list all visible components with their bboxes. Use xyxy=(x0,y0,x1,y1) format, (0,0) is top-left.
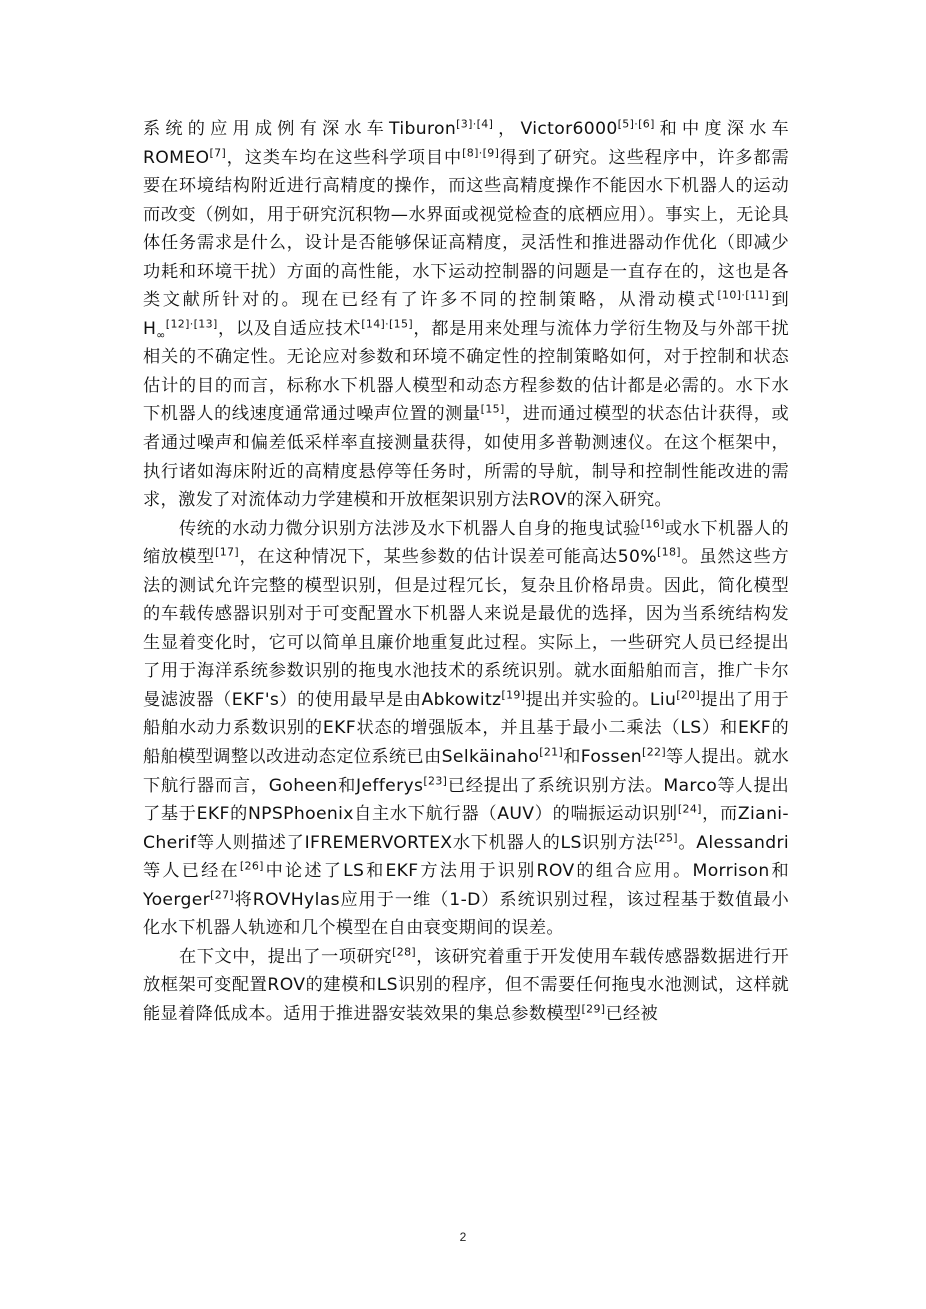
citation-marker: [24] xyxy=(677,802,702,816)
citation-marker: [22] xyxy=(642,745,667,759)
citation-marker: [17] xyxy=(215,545,240,559)
citation-marker: [15] xyxy=(480,402,505,416)
citation-marker: [3]·[4] xyxy=(456,117,494,131)
citation-marker: [21] xyxy=(539,745,564,759)
page-number: 2 xyxy=(459,1230,467,1244)
citation-marker: [28] xyxy=(392,945,417,959)
citation-marker: [20] xyxy=(676,688,701,702)
citation-marker: [19] xyxy=(501,688,526,702)
citation-marker: [29] xyxy=(581,1002,606,1016)
citation-marker: [27] xyxy=(210,888,235,902)
infinity-subscript: ∞ xyxy=(156,328,166,342)
citation-marker: [23] xyxy=(423,773,448,787)
citation-marker: [16] xyxy=(640,516,665,530)
paragraph-1: 系统的应用成例有深水车Tiburon[3]·[4]，Victor6000[5]·[6]和中度深水车ROMEO[7]，这类车均在这些科学项目中[8]·[9]得到了研究。这些程序中，许多都需要在环境结构附近进行高精度的操作，而这些高精度操作不能因水下机器人的运动而改变（例如，用于研究沉积物—水界面或视觉检查的底栖应用）。事实上，无论具体任务需求是什么，设计是否能够保证高精度，灵活性和推进器动作优化（即减少功耗和环境干扰）方面的高性能，水下运动控制器的问题是一直存在的，这也是各类文献所针对的。现在已经有了许多不同的控制策略，从滑动模式[10]·[11]到$H_\infty[12]\cdot[13]$，以及自适应技术[14]·[15]，都是用来处理与流体力学衍生物及与外部干扰相关的不确定性。无论应对参数和环境不确定性的控制策略如何，对于控制和状态估计的目的而言，标称水下机器人模型和动态方程参数的估计都是必需的。水下水下机器人的线速度通常通过噪声位置的测量[15]，进而通过模型的状态估计获得，或者通过噪声和偏差低采样率直接测量获得，如使用多普勒测速仪。在这个框架中，执行诸如海床附近的高精度悬停等任务时，所需的导航，制导和控制性能改进的需求，激发了对流体动力学建模和开放框架识别方法ROV的深入研究。 xyxy=(143,117,790,511)
citation-marker: [10]·[11] xyxy=(717,288,770,302)
citation-marker: [14]·[15] xyxy=(361,317,414,331)
body-text xyxy=(143,115,789,1029)
citation-marker: [5]·[6] xyxy=(617,117,655,131)
citation-marker: [18] xyxy=(656,545,681,559)
paragraph-2: 传统的水动力微分识别方法涉及水下机器人自身的拖曳试验[16]或水下机器人的缩放模型[17]，在这种情况下，某些参数的估计误差可能高达50%[18]。虽然这些方法的测试允许完整的模型识别，但是过程冗长，复杂且价格昂贵。因此，简化模型的车载传感器识别对于可变配置水下机器人来说是最优的选择，因为当系统结构发生显着变化时，它可以简单且廉价地重复此过程。实际上，一些研究人员已经提出了用于海洋系统参数识别的拖曳水池技术的系统识别。就水面船舶而言，推广卡尔曼滤波器（EKF's）的使用最早是由Abkowitz[19]提出并实验的。Liu[20]提出了用于船舶水动力系数识别的EKF状态的增强版本，并且基于最小二乘法（LS）和EKF的船舶模型调整以改进动态定位系统已由Selkäinaho[21]和Fossen[22]等人提出。就水下航行器而言，Goheen和Jefferys[23]已经提出了系统识别方法。Marco等人提出了基于EKF的NPSPhoenix自主水下航行器（AUV）的喘振运动识别[24]，而Ziani-Cherif等人则描述了IFREMERVORTEX水下机器人的LS识别方法[25]。Alessandri等人已经在[26]中论述了LS和EKF方法用于识别ROV的组合应用。Morrison和Yoerger[27]将ROVHylas应用于一维（1-D）系统识别过程，该过程基于数值最小化水下机器人轨迹和几个模型在自由衰变期间的误差。 xyxy=(143,516,789,939)
citation-marker: [26] xyxy=(239,859,264,873)
citation-marker: [12]·[13] xyxy=(165,317,218,331)
paragraph-3: 在下文中，提出了一项研究[28]，该研究着重于开发使用车载传感器数据进行开放框架可变配置ROV的建模和LS识别的程序，但不需要任何拖曳水池测试，这样就能显着降低成本。适用于推进器安装效果的集总参数模型[29]已经被 xyxy=(143,945,789,1024)
citation-marker: [7] xyxy=(209,145,227,159)
citation-marker: [25] xyxy=(653,830,678,844)
citation-marker: [8]·[9] xyxy=(462,145,500,159)
